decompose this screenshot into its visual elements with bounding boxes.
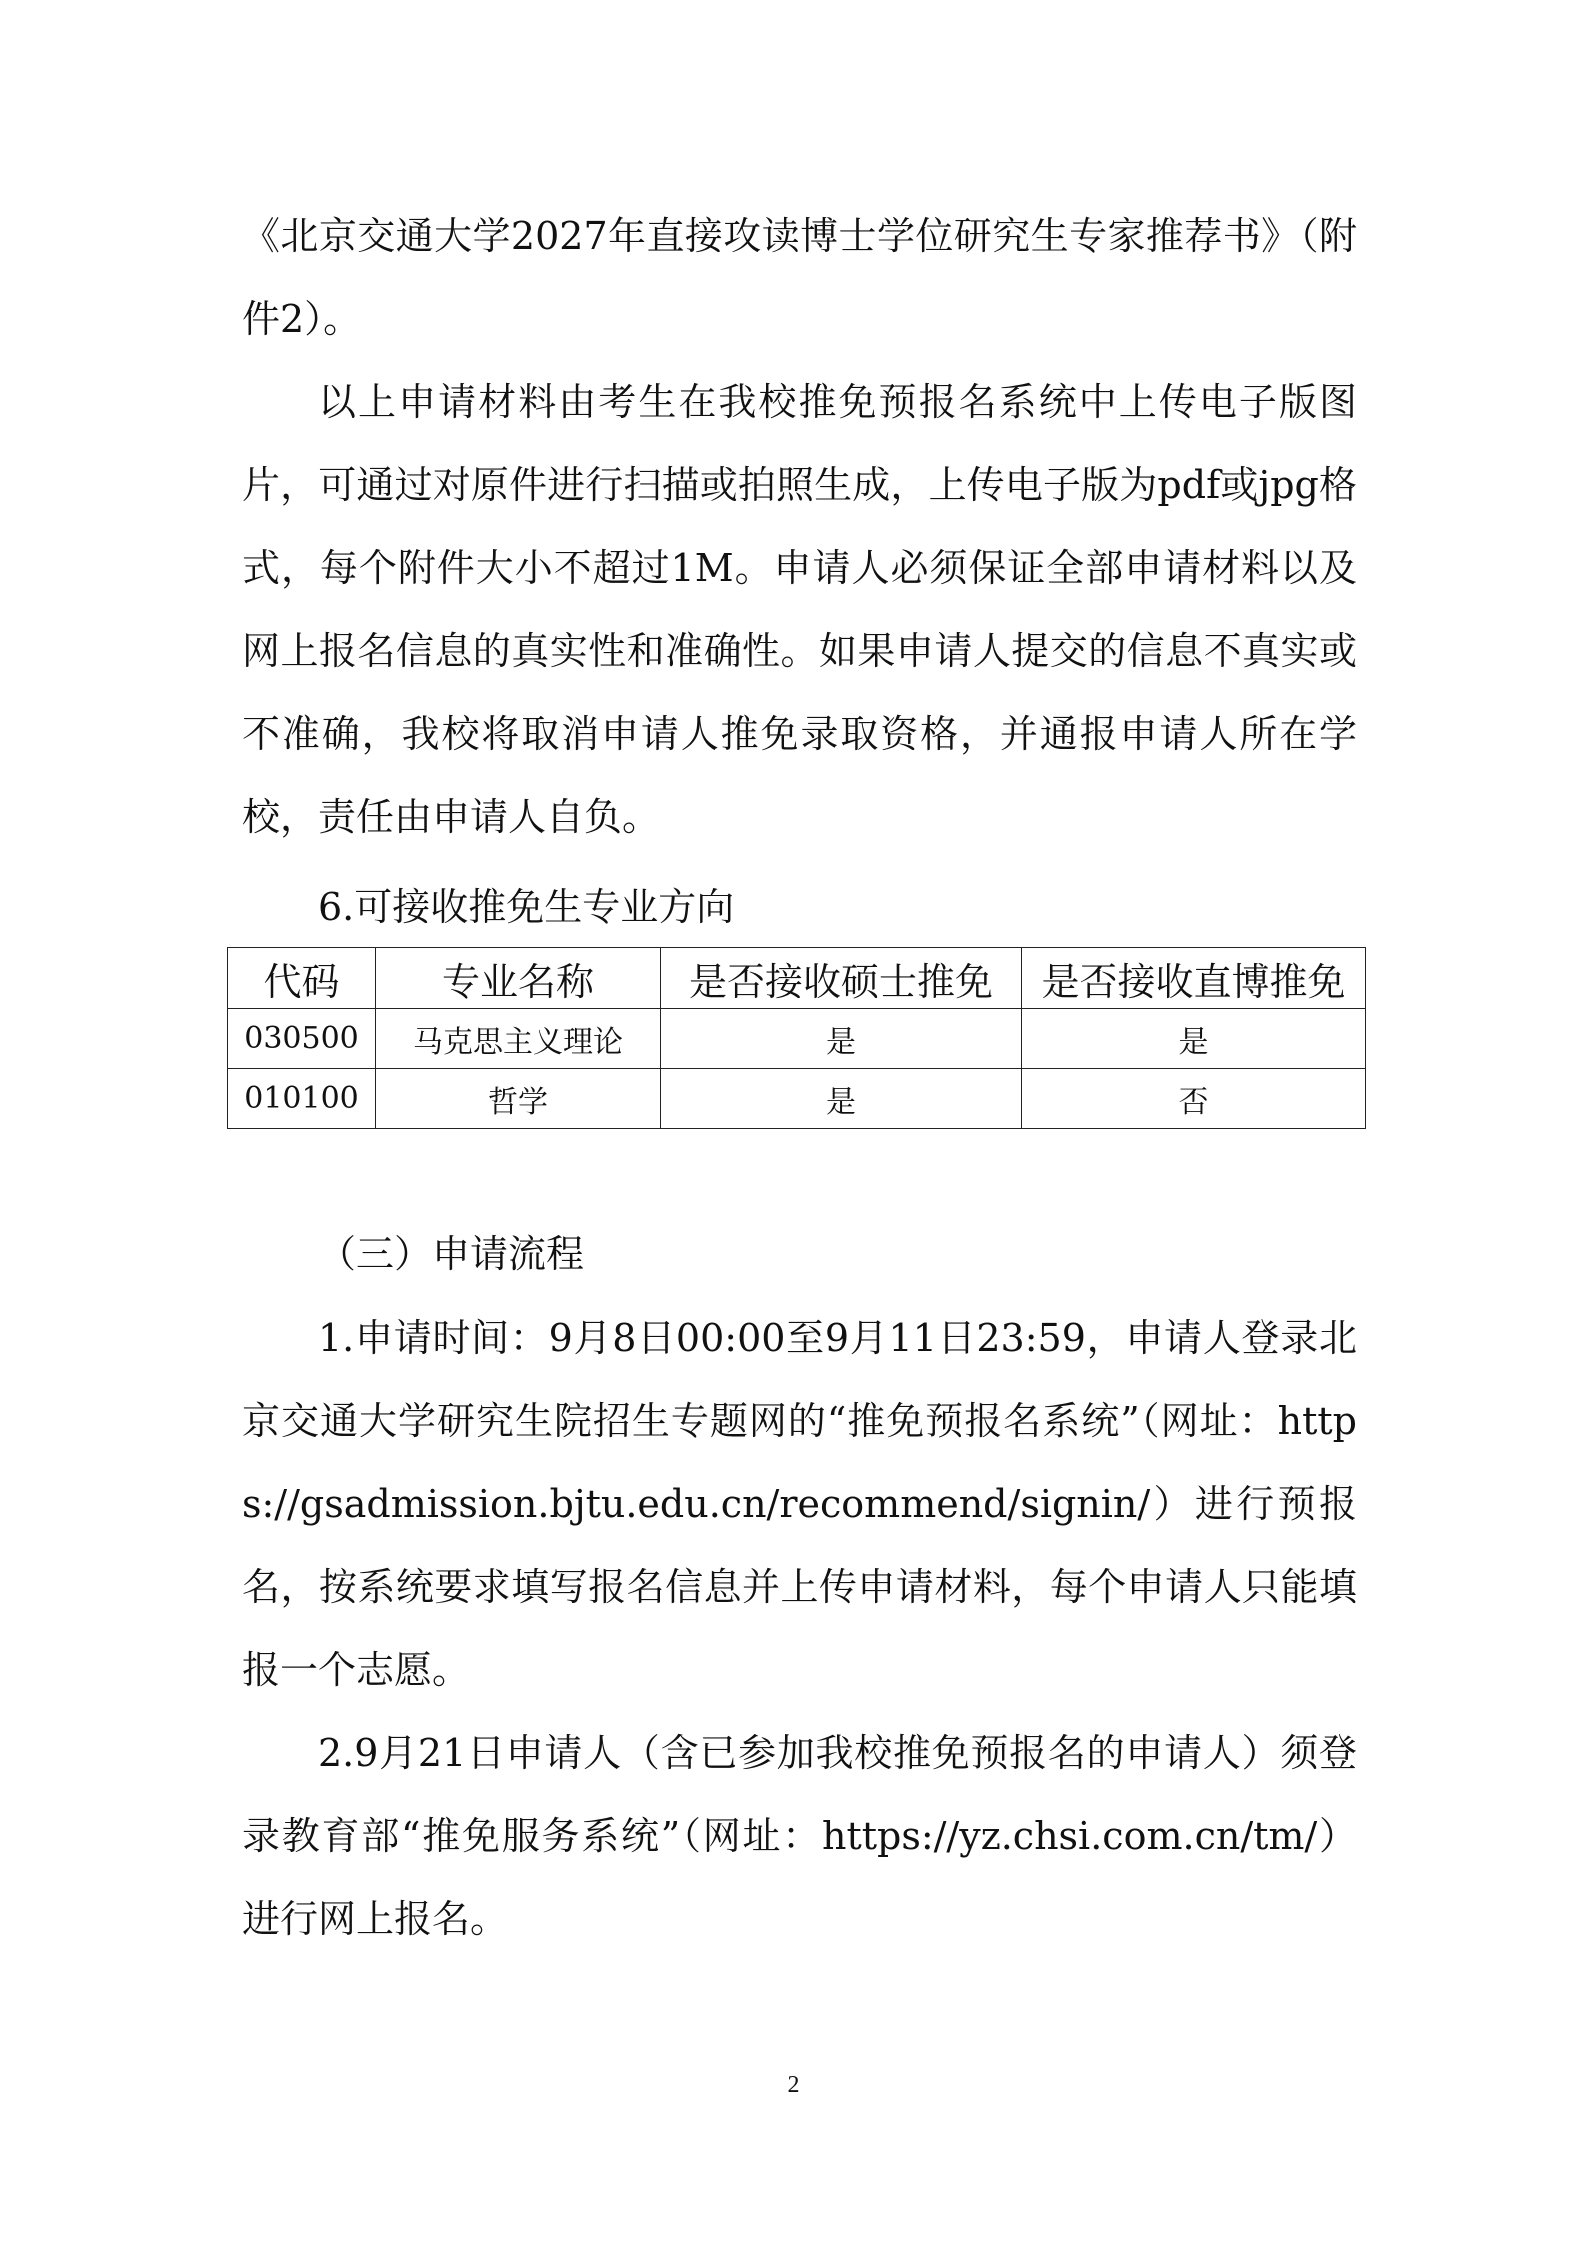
column-header-direct-phd-recommend: 是否接收直博推免 (1022, 948, 1366, 1009)
column-header-code: 代码 (228, 948, 376, 1009)
cell-direct-phd-recommend: 是 (1022, 1009, 1366, 1069)
page-number: 2 (787, 2072, 800, 2098)
cell-direct-phd-recommend: 否 (1022, 1069, 1366, 1129)
cell-master-recommend: 是 (661, 1009, 1022, 1069)
column-header-master-recommend: 是否接收硕士推免 (661, 948, 1022, 1009)
majors-table (227, 947, 1366, 1129)
paragraph-online-registration: 2.9月21日申请人（含已参加我校推免预报名的申请人）须登录教育部“推免服务系统”（网址：https://yz.chsi.com.cn/tm/）进行网上报名。 (242, 1731, 1357, 1941)
section-heading-application-process: （三）申请流程 (318, 1232, 585, 1276)
column-header-major-name: 专业名称 (376, 948, 661, 1009)
table-row (228, 1069, 1366, 1129)
cell-major-name: 哲学 (376, 1069, 661, 1129)
cell-major-name: 马克思主义理论 (376, 1009, 661, 1069)
section-heading-majors: 6.可接收推免生专业方向 (318, 885, 735, 929)
paragraph-application-time: 1.申请时间：9月8日00:00至9月11日23:59，申请人登录北京交通大学研究生院招生专题网的“推免预报名系统”（网址：https://gsadmission.bjtu.edu.cn/recommend/signin/）进行预报名，按系统要求填写报名信息并上传申请材料，每个申请人只能填报一个志愿。 (242, 1316, 1357, 1692)
cell-code: 010100 (228, 1069, 376, 1129)
paragraph-attachment-2: 《北京交通大学2027年直接攻读博士学位研究生专家推荐书》（附件2）。 (242, 214, 1357, 341)
cell-master-recommend: 是 (661, 1069, 1022, 1129)
paragraph-upload-requirements: 以上申请材料由考生在我校推免预报名系统中上传电子版图片，可通过对原件进行扫描或拍照生成，上传电子版为pdf或jpg格式，每个附件大小不超过1M。申请人必须保证全部申请材料以及网上报名信息的真实性和准确性。如果申请人提交的信息不真实或不准确，我校将取消申请人推免录取资格，并通报申请人所在学校，责任由申请人自负。 (242, 380, 1357, 839)
table-header-row (228, 948, 1366, 1009)
cell-code: 030500 (228, 1009, 376, 1069)
table-row (228, 1009, 1366, 1069)
